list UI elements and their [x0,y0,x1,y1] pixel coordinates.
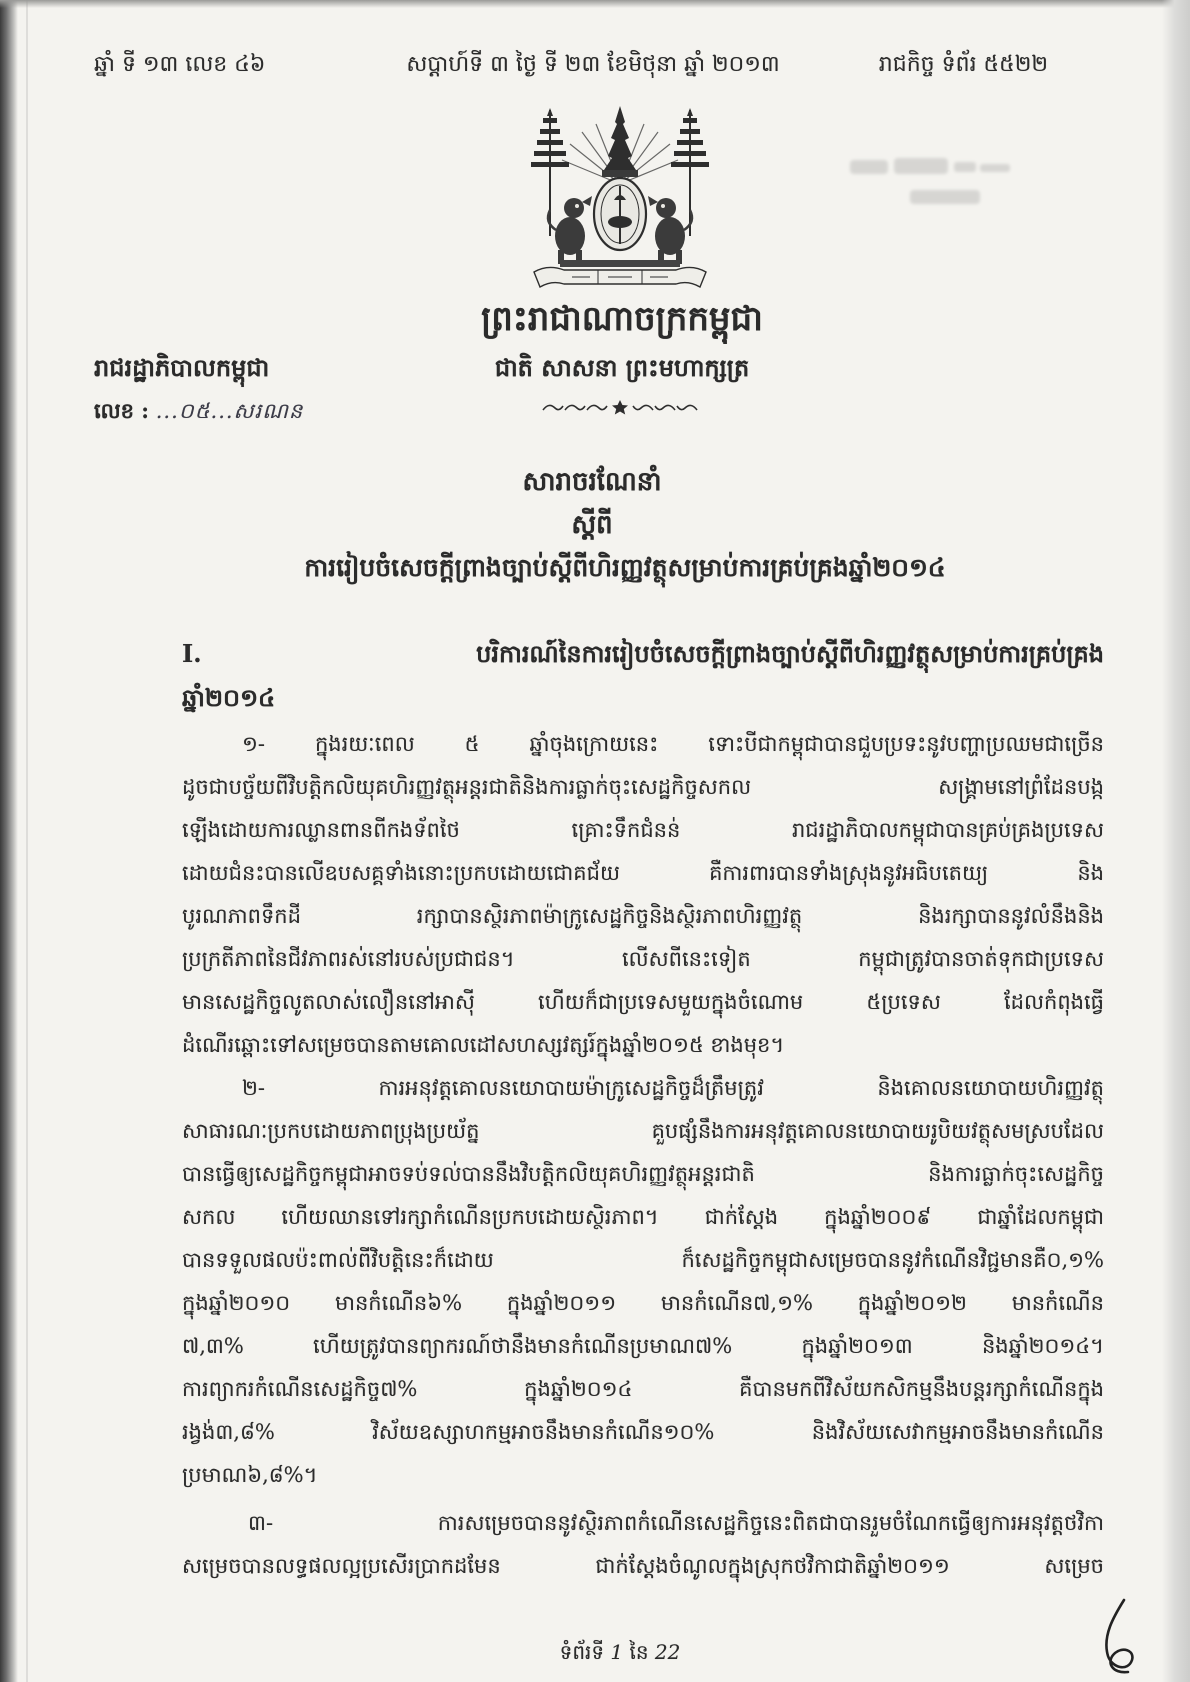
paragraph-line: ការព្យាករកំណើនសេដ្ឋកិច្ច៧% ក្នុងឆ្នាំ២០១៤ គឺបានមកពីវិស័យកសិកម្មនឹងបន្តរក្សាកំណើនក្នុង [182,1377,1104,1401]
scan-left-edge-shadow [0,0,18,1682]
paragraph-line: បានទទួលផលប៉ះពាល់ពីវិបត្តិនេះក៏ដោយ ក៏សេដ្ឋកិច្ចកម្ពុជាសម្រេចបាននូវកំណើនវិជ្ជមានគឺ០,១% [182,1248,1104,1272]
paragraph-line: ១- ក្នុងរយៈពេល ៥ ឆ្នាំចុងក្រោយនេះ ទោះបីជាកម្ពុជាបានជួបប្រទះនូវបញ្ហាប្រឈមជាច្រើន [242,732,1104,756]
paragraph-line: ដូចជាបច្ច័យពីវិបត្តិកលិយុគហិរញ្ញវត្ថុអន្តរជាតិនិងការធ្លាក់ចុះសេដ្ឋកិច្ចសកល សង្គ្រាមនៅព្រំដែនបង្ក [182,775,1104,799]
paragraph-line: ប្រក្រតីភាពនៃជីវភាពរស់នៅរបស់ប្រជាជន។ លើសពីនេះទៀត កម្ពុជាត្រូវបានចាត់ទុកជាប្រទេស [182,947,1104,971]
paragraph-line: រង្វង់៣,៨% វិស័យឧស្សាហកម្មអាចនឹងមានកំណើន១០% និងវិស័យសេវាកម្មអាចនឹងមានកំណើន [182,1420,1104,1444]
issuing-authority: រាជរដ្ឋាភិបាលកម្ពុជា [94,353,270,382]
section-heading-line: I. បរិការណ៍នៃការរៀបចំសេចក្តីព្រាងច្បាប់ស្តីពីហិរញ្ញវត្ថុសម្រាប់ការគ្រប់គ្រង [182,639,1104,668]
scan-top-edge-shadow [0,0,1190,8]
page-label: ទំព័រទី [559,1640,605,1664]
paragraph-line: បូរណភាពទឹកដី រក្សាបានស្ថិរភាពម៉ាក្រូសេដ្ឋកិច្ចនិងស្ថិរភាពហិរញ្ញវត្ថុ និងរក្សាបាននូវលំនឹងនិង [182,904,1104,928]
paragraph-line: ២- ការអនុវត្តគោលនយោបាយម៉ាក្រូសេដ្ឋកិច្ចដ៏ត្រឹមត្រូវ និងគោលនយោបាយហិរញ្ញវត្ថុ [242,1076,1104,1100]
reference-number-label: លេខ : [94,398,150,423]
paragraph-line: ដោយជំនះបានលើឧបសគ្គទាំងនោះប្រកបដោយជោគជ័យ គឺការពារបានទាំងស្រុងនូវអធិបតេយ្យ និង [182,861,1104,885]
paragraph-line: ឡើងដោយការឈ្លានពានពីកងទ័ពថៃ គ្រោះទឹកជំនន់ រាជរដ្ឋាភិបាលកម្ពុជាបានគ្រប់គ្រងប្រទេស [182,818,1104,842]
paragraph-line: សាធារណៈប្រកបដោយភាពប្រុងប្រយ័ត្ន គួបផ្សំនឹងការអនុវត្តគោលនយោបាយរូបិយវត្ថុសមស្របដែល [182,1119,1104,1143]
section-heading-line: ឆ្នាំ២០១៤ [182,683,276,712]
reference-number [94,392,414,430]
page-number: 1 [610,1640,624,1664]
paragraph-line: សម្រេចបានលទ្ធផលល្អប្រសើរប្រាកដមែន ជាក់ស្តែងចំណូលក្នុងស្រុកថវិកាជាតិឆ្នាំ២០១១ សម្រេច [182,1554,1104,1578]
scan-left-edge-line [26,0,28,1682]
document-concerning: ស្តីពី [571,510,613,540]
gazette-issue: ឆ្នាំ ទី ១៣ លេខ ៤៦ [94,52,266,77]
paragraph-line: បានធ្វើឲ្យសេដ្ឋកិច្ចកម្ពុជាអាចទប់ទល់បាននឹងវិបត្តិកលិយុគហិរញ្ញវត្ថុអន្តរជាតិ និងការធ្លាក់ចុះសេដ្ឋកិច្ច [182,1162,1104,1186]
paragraph-line: ក្នុងឆ្នាំ២០១០ មានកំណើន៦% ក្នុងឆ្នាំ២០១១ មានកំណើន៧,១% ក្នុងឆ្នាំ២០១២ មានកំណើន [182,1291,1104,1315]
page-number-footer [460,1636,780,1668]
document-subject: ការរៀបចំសេចក្តីព្រាងច្បាប់ស្តីពីហិរញ្ញវត្ថុសម្រាប់ការគ្រប់គ្រងឆ្នាំ២០១៤ [304,553,946,582]
document-body [182,632,1104,1588]
reference-number-value: ...០៥...សរណន [155,399,304,423]
page-of-label: នៃ [629,1640,649,1664]
document-type: សារាចរណែនាំ [522,467,662,497]
signature-initials [1080,1596,1150,1678]
paragraph-line: សកល ហើយឈានទៅរក្សាកំណើនប្រកបដោយស្ថិរភាព។ ជាក់ស្តែង ក្នុងឆ្នាំ២០០៩ ជាឆ្នាំដែលកម្ពុជា [182,1205,1104,1229]
motto-ornament [535,399,705,415]
kingdom-name: ព្រះរាជាណាចក្រកម្ពុជា [481,299,763,339]
national-motto: ជាតិ សាសនា ព្រះមហាក្សត្រ [494,353,750,382]
gazette-date: សប្តាហ៍ទី ៣ ថ្ងៃ ទី ២៣ ខែមិថុនា ឆ្នាំ ២០១៣ [406,52,780,77]
bleed-through-mark [830,150,1020,230]
paragraph-line: ប្រមាណ៦,៨%។ [182,1463,318,1487]
page-total: 22 [654,1640,681,1664]
paragraph-line: ៧,៣% ហើយត្រូវបានព្យាករណ៍ថានឹងមានកំណើនប្រមាណ៧% ក្នុងឆ្នាំ២០១៣ និងឆ្នាំ២០១៤។ [182,1334,1104,1358]
paragraph-2 [182,1067,1104,1497]
paragraph-line: មានសេដ្ឋកិច្ចលូតលាស់លឿននៅអាស៊ី ហើយក៏ជាប្រទេសមួយក្នុងចំណោម ៥ប្រទេស ដែលកំពុងធ្វើ [182,990,1104,1014]
paragraph-line: ៣- ការសម្រេចបាននូវស្ថិរភាពកំណើនសេដ្ឋកិច្ចនេះពិតជាបានរួមចំណែកធ្វើឲ្យការអនុវត្តថវិកា [248,1511,1104,1535]
paragraph-3 [182,1502,1104,1588]
gazette-page: រាជកិច្ច ទំព័រ ៥៥២២ [878,52,1048,77]
royal-coat-of-arms [520,104,720,290]
paragraph-1 [182,723,1104,1067]
scan-right-edge-shadow [1162,0,1190,1682]
paragraph-line: ដំណើរឆ្ពោះទៅសម្រេចបានតាមគោលដៅសហស្សវត្សរ៍ក្នុងឆ្នាំ២០១៥ ខាងមុខ។ [182,1033,785,1057]
